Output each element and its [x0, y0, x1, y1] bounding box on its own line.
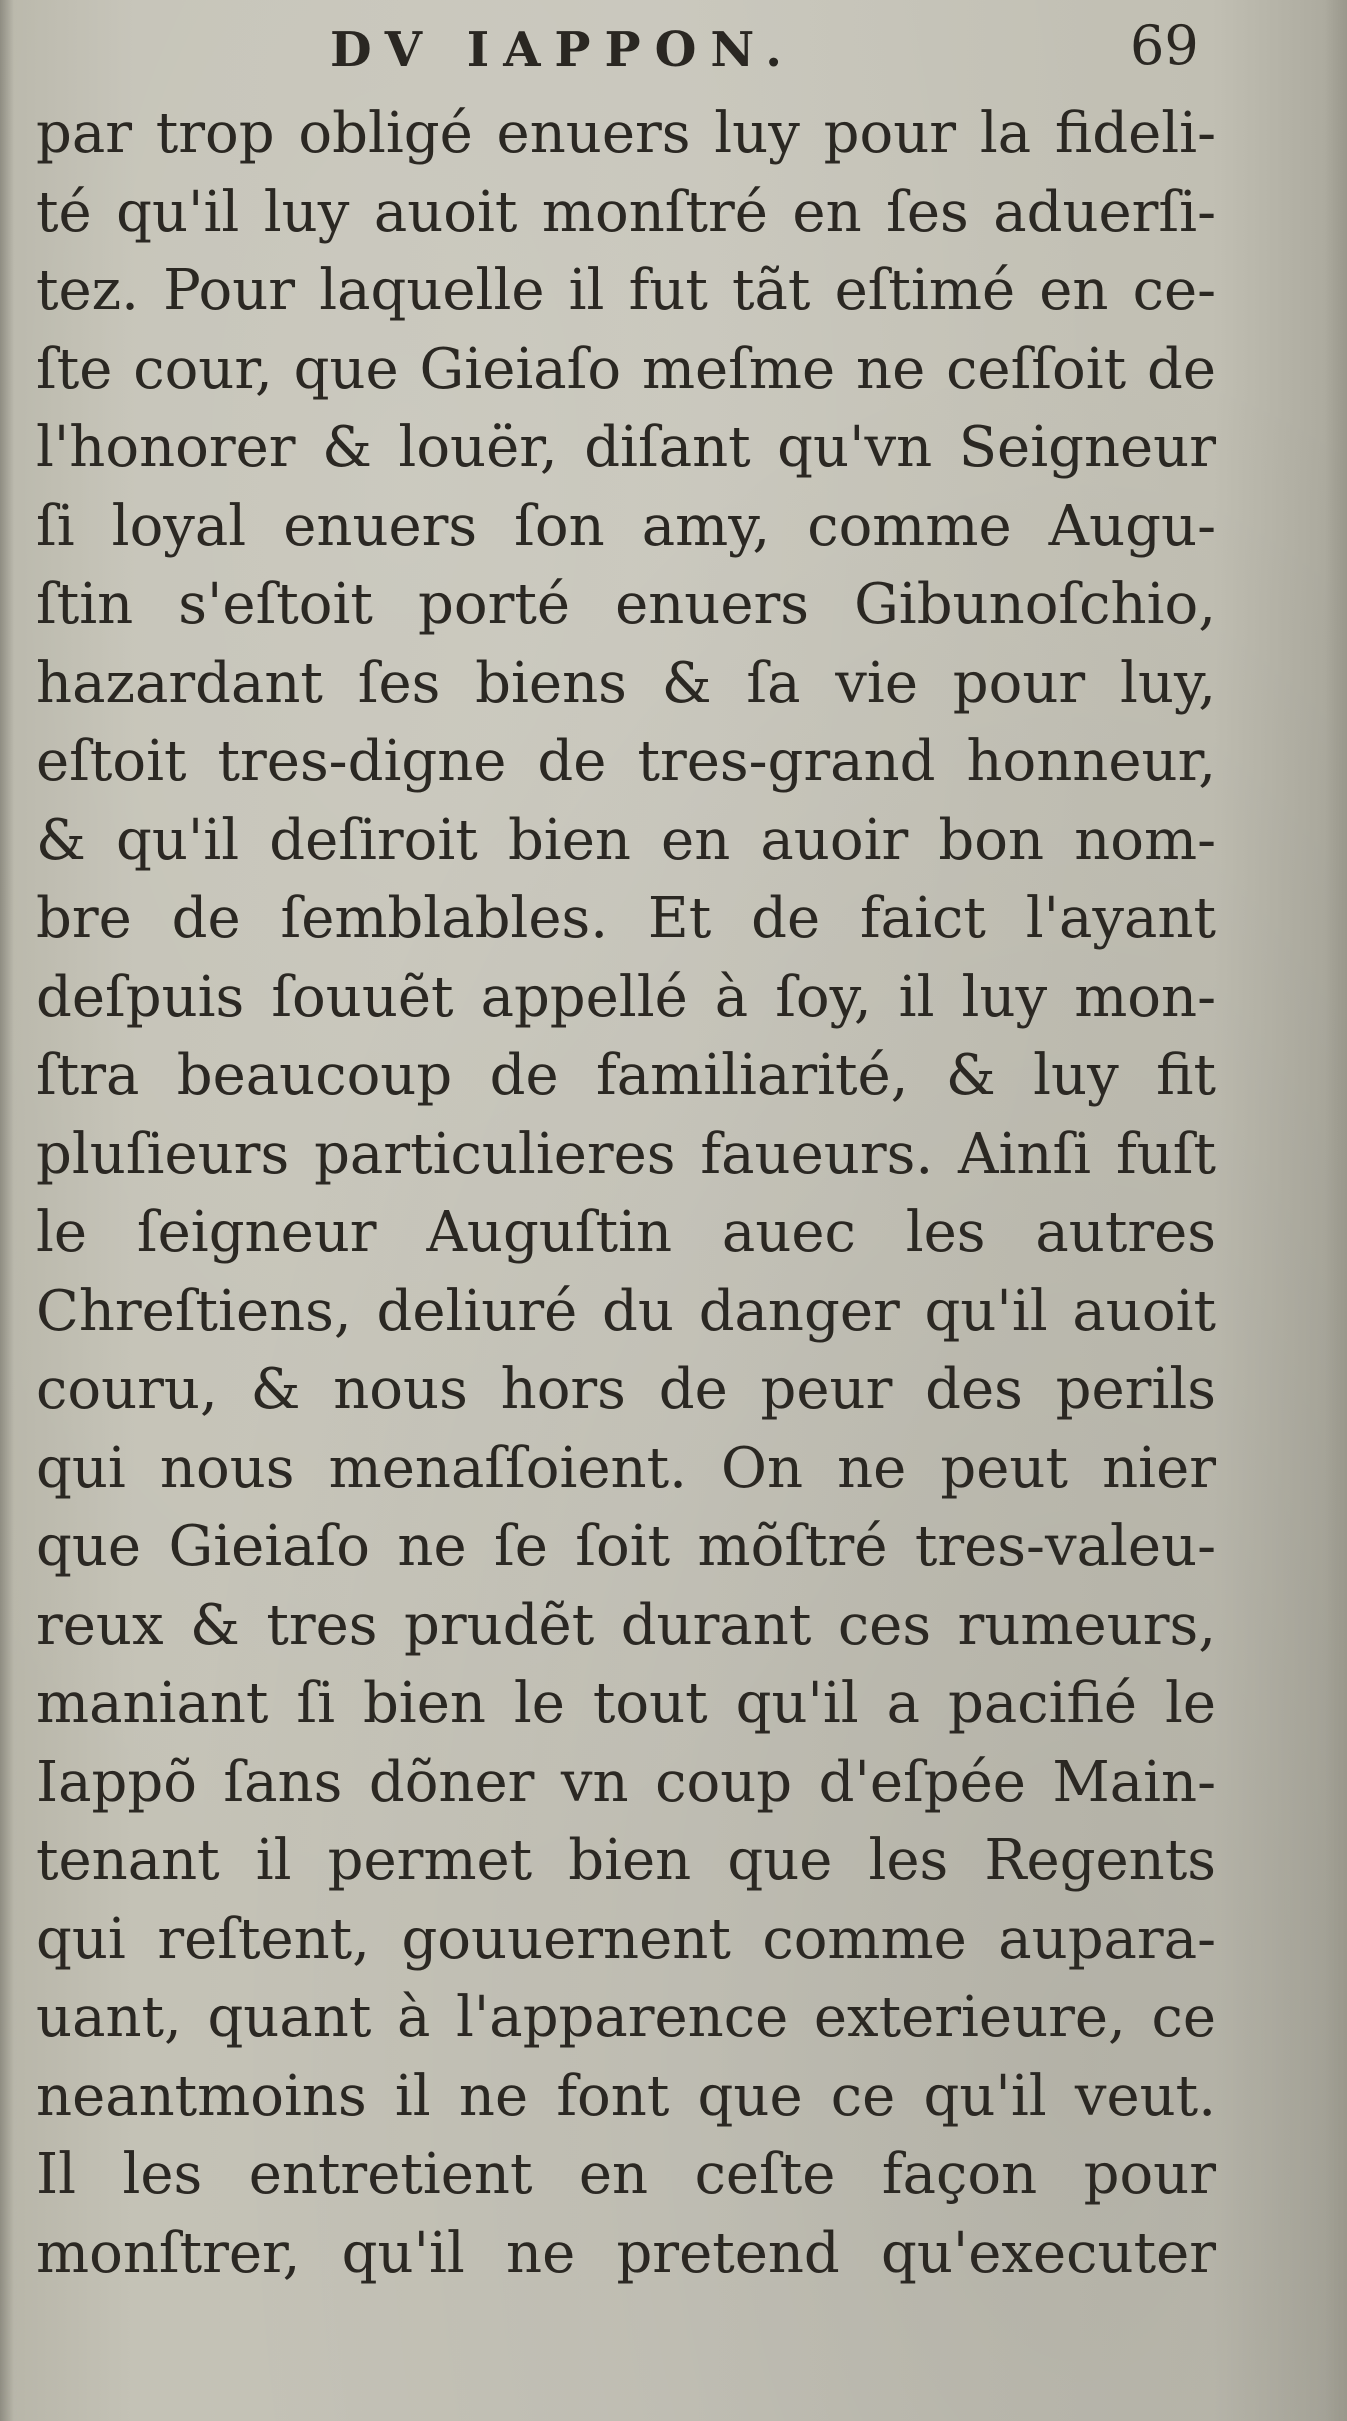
body-text	[36, 95, 1216, 2293]
text-line: ſte cour, que Gieiaſo meſme ne ceſſoit de	[36, 336, 1216, 402]
text-line: Il les entretient en ceſte façon pour	[36, 2142, 1216, 2207]
text-line: ſtin s'eſtoit porté enuers Gibunoſchio,	[36, 572, 1216, 637]
text-line: reux & tres prudẽt durant ces rumeurs,	[36, 1592, 1216, 1658]
text-line: pluſieurs particulieres faueurs. Ainſi fuſt	[36, 1121, 1216, 1187]
text-line: tenant il permet bien que les Regents	[36, 1828, 1216, 1893]
text-line: qui nous menaſſoient. On ne peut nier	[36, 1435, 1216, 1501]
text-line: deſpuis ſouuẽt appellé à ſoy, il luy mon-	[36, 964, 1216, 1030]
text-line: uant, quant à l'apparence exterieure, ce	[36, 1985, 1216, 2050]
text-line: couru, & nous hors de peur des perils	[36, 1357, 1216, 1422]
text-line: que Gieiaſo ne ſe ſoit mõſtré tres-valeu-	[36, 1514, 1216, 1579]
text-line: bre de ſemblables. Et de faict l'ayant	[36, 886, 1216, 951]
text-line: l'honorer & louër, diſant qu'vn Seigneur	[36, 415, 1216, 480]
page-edge-shadow	[1325, 0, 1347, 2421]
text-line: maniant ſi bien le tout qu'il a pacifié le	[36, 1671, 1216, 1736]
text-line: Chreſtiens, deliuré du danger qu'il auoit	[36, 1278, 1216, 1344]
page-gutter-shadow	[0, 0, 14, 2421]
text-line: & qu'il deſiroit bien en auoir bon nom-	[36, 807, 1216, 873]
text-line: le ſeigneur Auguſtin auec les autres	[36, 1200, 1216, 1265]
running-head: DV IAPPON.	[330, 22, 796, 78]
text-line: tez. Pour laquelle il fut tãt eſtimé en ce-	[36, 258, 1216, 323]
text-line: ſtra beaucoup de familiarité, & luy fit	[36, 1043, 1216, 1108]
text-line: ſi loyal enuers ſon amy, comme Augu-	[36, 493, 1216, 559]
text-line: monſtrer, qu'il ne pretend qu'executer	[36, 2220, 1216, 2286]
page-number: 69	[1130, 14, 1199, 77]
text-line: qui reſtent, gouuernent comme aupara-	[36, 1906, 1216, 1972]
text-line: té qu'il luy auoit monſtré en ſes aduerſi-	[36, 179, 1216, 245]
text-line: neantmoins il ne font que ce qu'il veut.	[36, 2063, 1216, 2129]
text-line: par trop obligé enuers luy pour la fideli-	[36, 101, 1216, 166]
text-line: eſtoit tres-digne de tres-grand honneur,	[36, 729, 1216, 794]
text-line: Iappõ ſans dõner vn coup d'eſpée Main-	[36, 1749, 1216, 1815]
text-line: hazardant ſes biens & ſa vie pour luy,	[36, 650, 1216, 716]
